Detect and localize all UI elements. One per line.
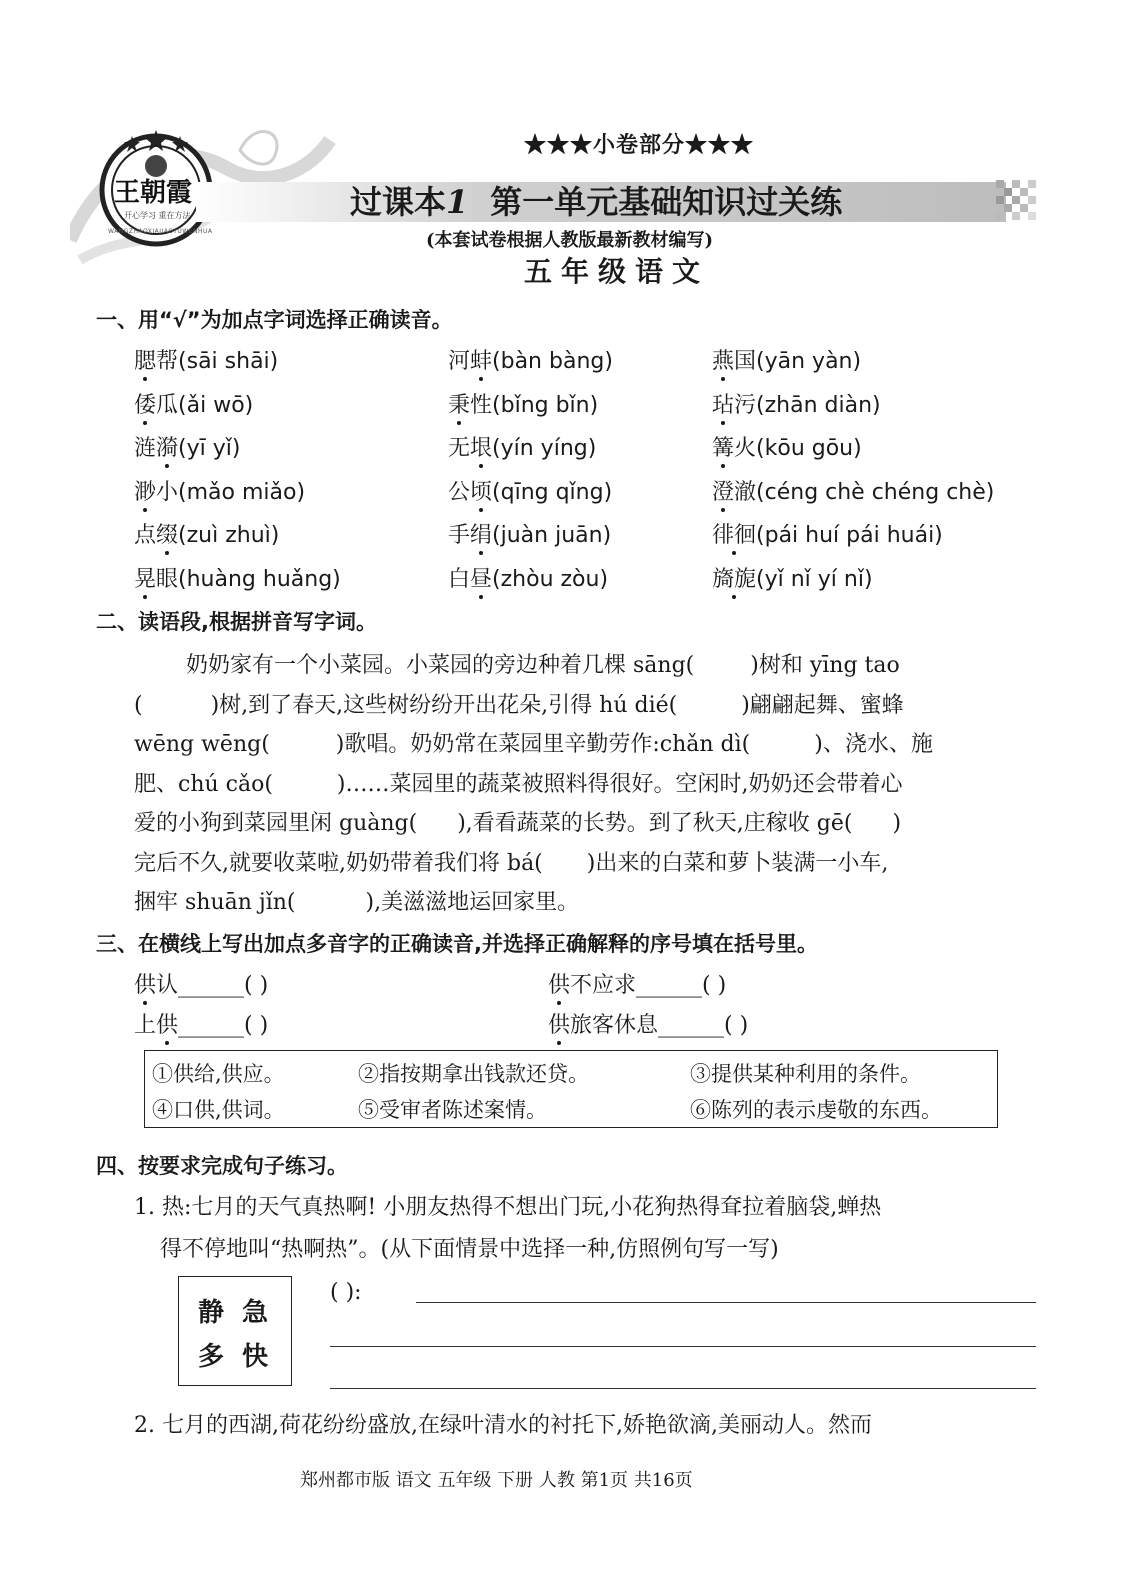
logo-motto: 开心学习 重在方法	[124, 211, 191, 220]
s3-item-3[interactable]: 上供______( )	[134, 1013, 269, 1038]
answer-line-1[interactable]	[416, 1302, 1036, 1303]
answer-prefix[interactable]: ( ):	[330, 1280, 362, 1305]
pinyin-item[interactable]: 点缀(zuì zhuì)	[134, 523, 280, 548]
pinyin-item[interactable]: 玷污(zhān diàn)	[712, 392, 881, 418]
section2-paragraph: 奶奶家有一个小菜园。小菜园的旁边种着几棵 sāng( )树和 yīng tao ( )树,到了春天,这些树纷纷开出花朵,引得 hú dié( )翩翩起舞、蜜蜂 wēng wēng( )歌唱。奶奶常在菜园里辛勤劳作:chǎn dì( )、浇水、施 肥、chú cǎo( )……菜园里的蔬菜被照料得很好。空闲时,奶奶还会带着心 爱的小狗到菜园里闲 guàng( ),看看蔬菜的长势。到了秋天,庄稼收 gē( ) 完后不久,就要收菜啦,奶奶带着我们将 bá( )出来的白菜和萝卜装满一小车, 捆牢 shuān jǐn( ),美滋滋地运回家里。	[134, 653, 933, 915]
pinyin-item[interactable]: 无垠(yín yíng)	[448, 436, 597, 461]
answer-line-3[interactable]	[330, 1388, 1036, 1389]
logo-ring-text: WANGZHAOXIAJIAOYUWENHUA	[108, 228, 213, 235]
page-footer: 郑州都市版 语文 五年级 下册 人教 第1页 共16页	[300, 1470, 693, 1491]
pinyin-item[interactable]: 秉性(bǐng bǐn)	[448, 392, 599, 418]
pinyin-item[interactable]: 燕国(yān yàn)	[712, 349, 862, 374]
s3-item-4[interactable]: 供旅客休息______( )	[548, 1013, 749, 1038]
pinyin-item[interactable]: 徘徊(pái huí pái huái)	[712, 523, 943, 548]
title-prefix: 过课本	[350, 183, 447, 221]
section3-heading: 三、在横线上写出加点多音字的正确读音,并选择正确解释的序号填在括号里。	[96, 932, 818, 956]
grade-subject: 五年级语文	[524, 255, 710, 288]
pinyin-item[interactable]: 白昼(zhòu zòu)	[448, 566, 609, 592]
option-3: ③提供某种利用的条件。	[690, 1062, 921, 1086]
scenario-word-2: 急	[242, 1298, 269, 1328]
answer-line-2[interactable]	[330, 1346, 1036, 1347]
section1-heading: 一、用“√”为加点字词选择正确读音。	[96, 308, 453, 332]
subtitle: (本套试卷根据人教版最新教材编写)	[426, 230, 714, 251]
pinyin-item[interactable]: 腮帮(sāi shāi)	[134, 349, 279, 374]
section2-heading: 二、读语段,根据拼音写字词。	[96, 610, 377, 634]
option-1: ①供给,供应。	[152, 1062, 285, 1086]
q2-line1: 2. 七月的西湖,荷花纷纷盛放,在绿叶清水的衬托下,娇艳欲滴,美丽动人。然而	[134, 1413, 872, 1438]
pinyin-item[interactable]: 涟漪(yī yǐ)	[134, 436, 241, 461]
pinyin-item[interactable]: 澄澈(céng chè chéng chè)	[712, 479, 995, 505]
pinyin-item[interactable]: 篝火(kōu gōu)	[712, 436, 862, 461]
scenario-word-1: 静	[198, 1298, 225, 1328]
option-5: ⑤受审者陈述案情。	[358, 1098, 547, 1122]
title-main: 第一单元基础知识过关练	[490, 183, 843, 221]
option-6: ⑥陈列的表示虔敬的东西。	[690, 1098, 942, 1122]
title-number: 1	[446, 183, 469, 221]
section-banner: ★★★小卷部分★★★	[524, 132, 755, 158]
s3-item-1[interactable]: 供认______( )	[134, 973, 269, 998]
checker-pattern	[996, 180, 1040, 224]
logo-text: 王朝霞	[114, 178, 193, 208]
pinyin-item[interactable]: 公顷(qīng qǐng)	[448, 479, 613, 505]
scenario-word-3: 多	[198, 1342, 225, 1372]
section4-heading: 四、按要求完成句子练习。	[96, 1154, 348, 1178]
pinyin-item[interactable]: 手绢(juàn juān)	[448, 523, 612, 548]
scenario-box	[178, 1276, 292, 1386]
pinyin-item[interactable]: 旖旎(yǐ nǐ yí nǐ)	[712, 566, 873, 592]
page-title	[350, 182, 842, 222]
pinyin-item[interactable]: 河蚌(bàn bàng)	[448, 349, 613, 374]
option-4: ④口供,供词。	[152, 1098, 285, 1122]
option-2: ②指按期拿出钱款还贷。	[358, 1062, 589, 1086]
q1-line1: 1. 热:七月的天气真热啊! 小朋友热得不想出门玩,小花狗热得耷拉着脑袋,蝉热	[134, 1195, 882, 1220]
scenario-word-4: 快	[242, 1342, 269, 1372]
pinyin-item[interactable]: 倭瓜(ǎi wō)	[134, 392, 254, 418]
pinyin-item[interactable]: 晃眼(huàng huǎng)	[134, 566, 341, 592]
q1-line2: 得不停地叫“热啊热”。(从下面情景中选择一种,仿照例句写一写)	[160, 1237, 779, 1262]
s3-item-2[interactable]: 供不应求______( )	[548, 973, 727, 998]
pinyin-item[interactable]: 渺小(mǎo miǎo)	[134, 479, 306, 505]
